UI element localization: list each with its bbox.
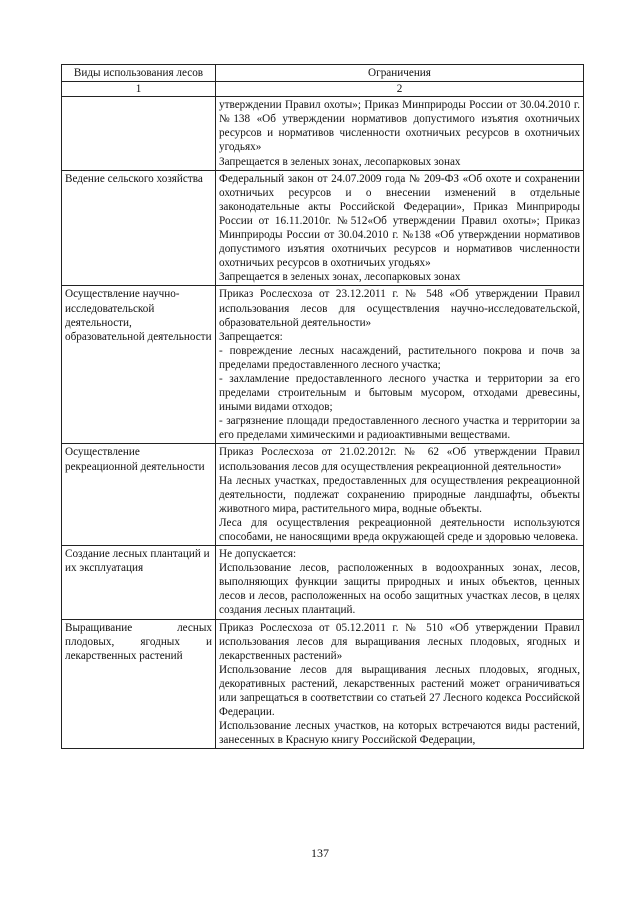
- restriction-text: утверждении Правил охоты»; Приказ Минприроды России от 30.04.2010 г. №138 «Об утверждении нормативов допустимого изъятия охотничьих ресурсов и нормативов численности охотничьих ресурсов в охотничьих угодьях»: [219, 99, 580, 154]
- restriction-text: - повреждение лесных насаждений, растительного покрова и почв за пределами предоставленного лесного участка;: [219, 344, 580, 371]
- restriction-text: Использование лесов, расположенных в водоохранных зонах, лесов, выполняющих функции защиты природных и иных объектов, ценных лесов и лесов, расположенных на особо защитных участках лесов, в целях создания лесных плантаций.: [219, 562, 580, 617]
- row-kind: Осуществление рекреационной деятельности: [62, 444, 216, 546]
- table-header-row: [62, 65, 584, 82]
- restriction-text: - загрязнение площади предоставленного лесного участка и территории за его пределами химическими и радиоактивными веществами.: [219, 415, 580, 442]
- restriction-text: Приказ Рослесхоза от 05.12.2011 г. № 510 «Об утверждении Правил использования лесов для выращивания лесных плодовых, ягодных и лекарственных растений»: [219, 621, 580, 662]
- row-restrictions: [216, 170, 584, 286]
- restriction-text: - захламление предоставленного лесного участка и территории за его пределами строительным и бытовым мусором, отходами древесины, иными видами отходов;: [219, 372, 580, 414]
- restriction-text: Запрещается:: [219, 330, 283, 343]
- header-col2: Ограничения: [216, 65, 584, 82]
- row-kind: Выращивание лесных плодовых, ягодных и лекарственных растений: [62, 619, 216, 749]
- number-col1: 1: [62, 82, 216, 97]
- restriction-text: Приказ Рослесхоза от 23.12.2011 г. № 548 «Об утверждении Правил использования лесов для осуществления научно-исследовательской, образовательной деятельности»: [219, 288, 580, 329]
- table-row: [62, 170, 584, 286]
- restriction-text: Запрещается в зеленых зонах, лесопарковых зонах: [219, 155, 461, 168]
- row-kind: Создание лесных плантаций и их эксплуатация: [62, 546, 216, 619]
- table-row: [62, 546, 584, 619]
- restriction-text: Не допускается:: [219, 548, 297, 561]
- row-restrictions: [216, 97, 584, 170]
- row-restrictions: [216, 619, 584, 749]
- row-kind: Осуществление научно-исследовательской деятельности, образовательной деятельности: [62, 286, 216, 444]
- row-restrictions: [216, 444, 584, 546]
- restriction-text: Леса для осуществления рекреационной деятельности используются способами, не наносящими вреда окружающей среде и здоровью человека.: [219, 516, 580, 543]
- restriction-text: Приказ Рослесхоза от 21.02.2012г. № 62 «Об утверждении Правил использования лесов для осуществления рекреационной деятельности»: [219, 446, 580, 473]
- header-col1: Виды использования лесов: [62, 65, 216, 82]
- row-restrictions: [216, 286, 584, 444]
- number-col2: 2: [216, 82, 584, 97]
- document-page: [61, 64, 583, 749]
- table-row: [62, 97, 584, 170]
- page-number: 137: [311, 846, 329, 860]
- row-restrictions: [216, 546, 584, 619]
- table-number-row: [62, 82, 584, 97]
- row-kind: Ведение сельского хозяйства: [62, 170, 216, 286]
- restrictions-table: [61, 64, 584, 749]
- restriction-text: Использование лесных участков, на которых встречаются виды растений, занесенных в Красную книгу Российской Федерации,: [219, 720, 580, 747]
- restriction-text: Использование лесов для выращивания лесных плодовых, ягодных, декоративных растений, лекарственных растений может ограничиваться или запрещаться в соответствии со статьей 27 Лесного кодекса Российской Федерации.: [219, 663, 580, 719]
- restriction-text: Запрещается в зеленых зонах, лесопарковых зонах: [219, 271, 461, 284]
- restriction-text: На лесных участках, предоставленных для осуществления рекреационной деятельности, подлежат сохранению природные ландшафты, объекты животного мира, растительного мира, водные объекты.: [219, 474, 580, 515]
- row-kind: [62, 97, 216, 170]
- table-row: [62, 286, 584, 444]
- table-row: [62, 444, 584, 546]
- table-row: [62, 619, 584, 749]
- restriction-text: Федеральный закон от 24.07.2009 года № 209-ФЗ «Об охоте и сохранении охотничьих ресурсов и о внесении изменений в отдельные законодательные акты Российской Федерации», Приказ Минприроды России от 16.11.2010г. №512«Об утверждении Правил охоты»; Приказ Минприроды России от 30.04.2010 г. №138 «Об утверждении нормативов допустимого изъятия охотничьих ресурсов и нормативов численности охотничьих ресурсов в охотничьих угодьях»: [219, 172, 580, 270]
